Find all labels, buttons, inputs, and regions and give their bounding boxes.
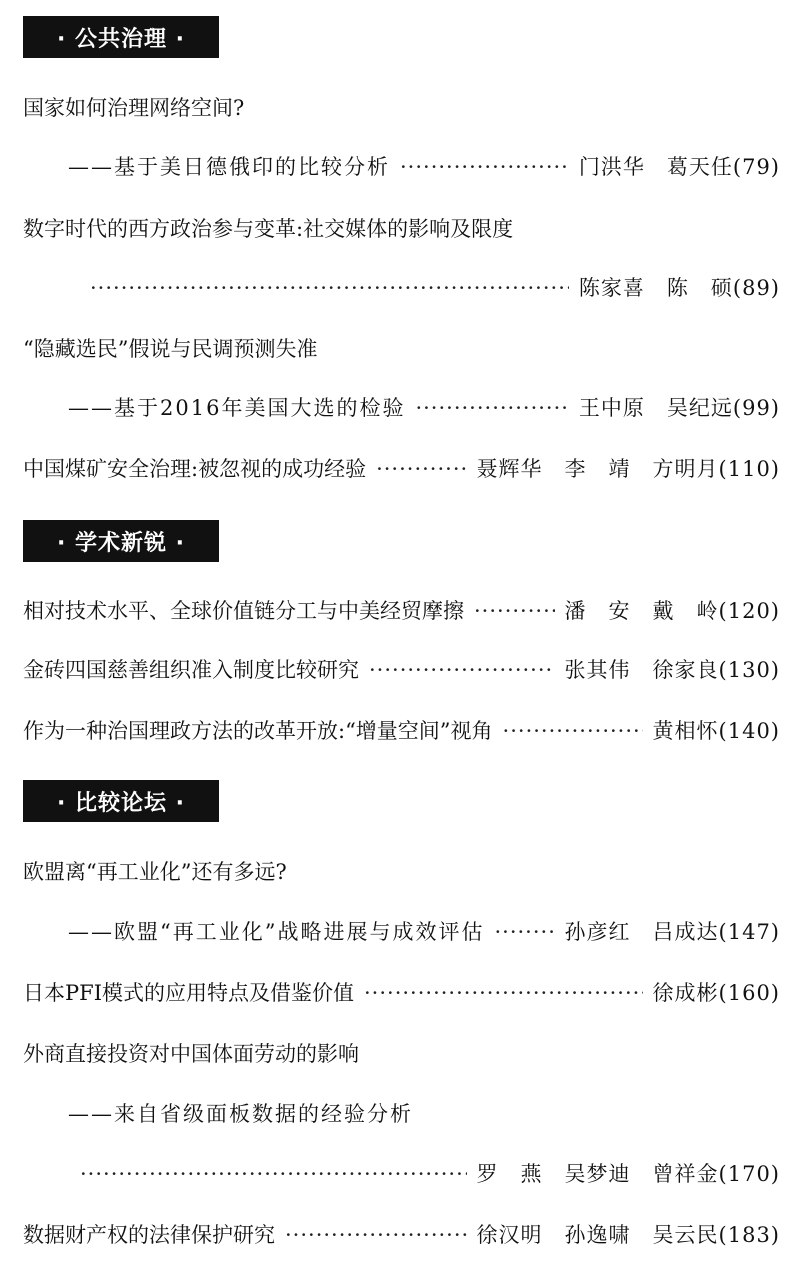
toc-entry[interactable] bbox=[23, 714, 780, 748]
section-header-comparative-forum: · 比较论坛 · bbox=[23, 780, 219, 822]
section-header-academic-new-voices: · 学术新锐 · bbox=[23, 520, 219, 562]
dot-leader bbox=[400, 150, 569, 184]
toc-entry-subtitle-line[interactable] bbox=[68, 150, 780, 184]
entry-title: “隐藏选民”假说与民调预测失准 bbox=[23, 337, 318, 361]
entry-authors-page: 王中原 吴纪远(99) bbox=[578, 396, 780, 420]
dot-leader bbox=[285, 1218, 467, 1252]
entry-title: 外商直接投资对中国体面劳动的影响 bbox=[23, 1042, 359, 1066]
toc-entry-title[interactable] bbox=[23, 212, 780, 246]
dot-leader bbox=[90, 271, 569, 305]
entry-subtitle: ——来自省级面板数据的经验分析 bbox=[68, 1102, 413, 1126]
toc-entry[interactable] bbox=[23, 594, 780, 628]
entry-authors-page: 陈家喜 陈 硕(89) bbox=[578, 276, 780, 300]
entry-authors-page: 聂辉华 李 靖 方明月(110) bbox=[476, 457, 780, 481]
entry-subtitle: ——基于美日德俄印的比较分析 bbox=[68, 155, 390, 179]
dot-leader bbox=[503, 714, 643, 748]
toc-entry-subtitle-line[interactable] bbox=[68, 915, 780, 949]
entry-title: 金砖四国慈善组织准入制度比较研究 bbox=[23, 658, 359, 682]
toc-entry-subtitle-line[interactable] bbox=[68, 391, 780, 425]
entry-title: 中国煤矿安全治理:被忽视的成功经验 bbox=[23, 457, 367, 481]
toc-entry[interactable] bbox=[23, 976, 780, 1010]
toc-entry-subtitle-line[interactable] bbox=[68, 1097, 780, 1131]
entry-title: 国家如何治理网络空间? bbox=[23, 96, 245, 120]
entry-subtitle: ——基于2016年美国大选的检验 bbox=[68, 396, 406, 420]
entry-title: 日本PFI模式的应用特点及借鉴价值 bbox=[23, 981, 354, 1005]
entry-authors-page: 门洪华 葛天任(79) bbox=[578, 155, 780, 179]
entry-title: 数据财产权的法律保护研究 bbox=[23, 1223, 275, 1247]
toc-entry[interactable] bbox=[23, 452, 780, 486]
toc-entry-title[interactable] bbox=[23, 1037, 780, 1071]
dot-leader bbox=[494, 915, 554, 949]
entry-subtitle: ——欧盟“再工业化”战略进展与成效评估 bbox=[68, 920, 485, 944]
dot-leader bbox=[474, 594, 555, 628]
entry-authors-page: 孙彦红 吕成达(147) bbox=[564, 920, 780, 944]
toc-entry[interactable] bbox=[23, 1218, 780, 1252]
entry-authors-page: 潘 安 戴 岭(120) bbox=[564, 599, 780, 623]
entry-authors-page: 罗 燕 吴梦迪 曾祥金(170) bbox=[476, 1162, 780, 1186]
dot-leader bbox=[376, 452, 466, 486]
toc-entry-leader-line[interactable] bbox=[80, 1157, 780, 1191]
entry-title: 数字时代的西方政治参与变革:社交媒体的影响及限度 bbox=[23, 217, 514, 241]
toc-entry-title[interactable] bbox=[23, 332, 780, 366]
toc-entry-leader-line[interactable] bbox=[90, 271, 780, 305]
entry-authors-page: 徐成彬(160) bbox=[652, 981, 780, 1005]
dot-leader bbox=[80, 1157, 467, 1191]
dot-leader bbox=[364, 976, 643, 1010]
dot-leader bbox=[369, 653, 555, 687]
toc-entry-title[interactable] bbox=[23, 855, 780, 889]
entry-authors-page: 张其伟 徐家良(130) bbox=[564, 658, 780, 682]
toc-entry[interactable] bbox=[23, 653, 780, 687]
entry-title: 相对技术水平、全球价值链分工与中美经贸摩擦 bbox=[23, 599, 464, 623]
section-header-public-governance: · 公共治理 · bbox=[23, 16, 219, 58]
entry-title: 欧盟离“再工业化”还有多远? bbox=[23, 860, 287, 884]
toc-entry-title[interactable] bbox=[23, 91, 780, 125]
entry-authors-page: 徐汉明 孙逸啸 吴云民(183) bbox=[476, 1223, 780, 1247]
entry-title: 作为一种治国理政方法的改革开放:“增量空间”视角 bbox=[23, 719, 493, 743]
entry-authors-page: 黄相怀(140) bbox=[652, 719, 780, 743]
dot-leader bbox=[415, 391, 568, 425]
